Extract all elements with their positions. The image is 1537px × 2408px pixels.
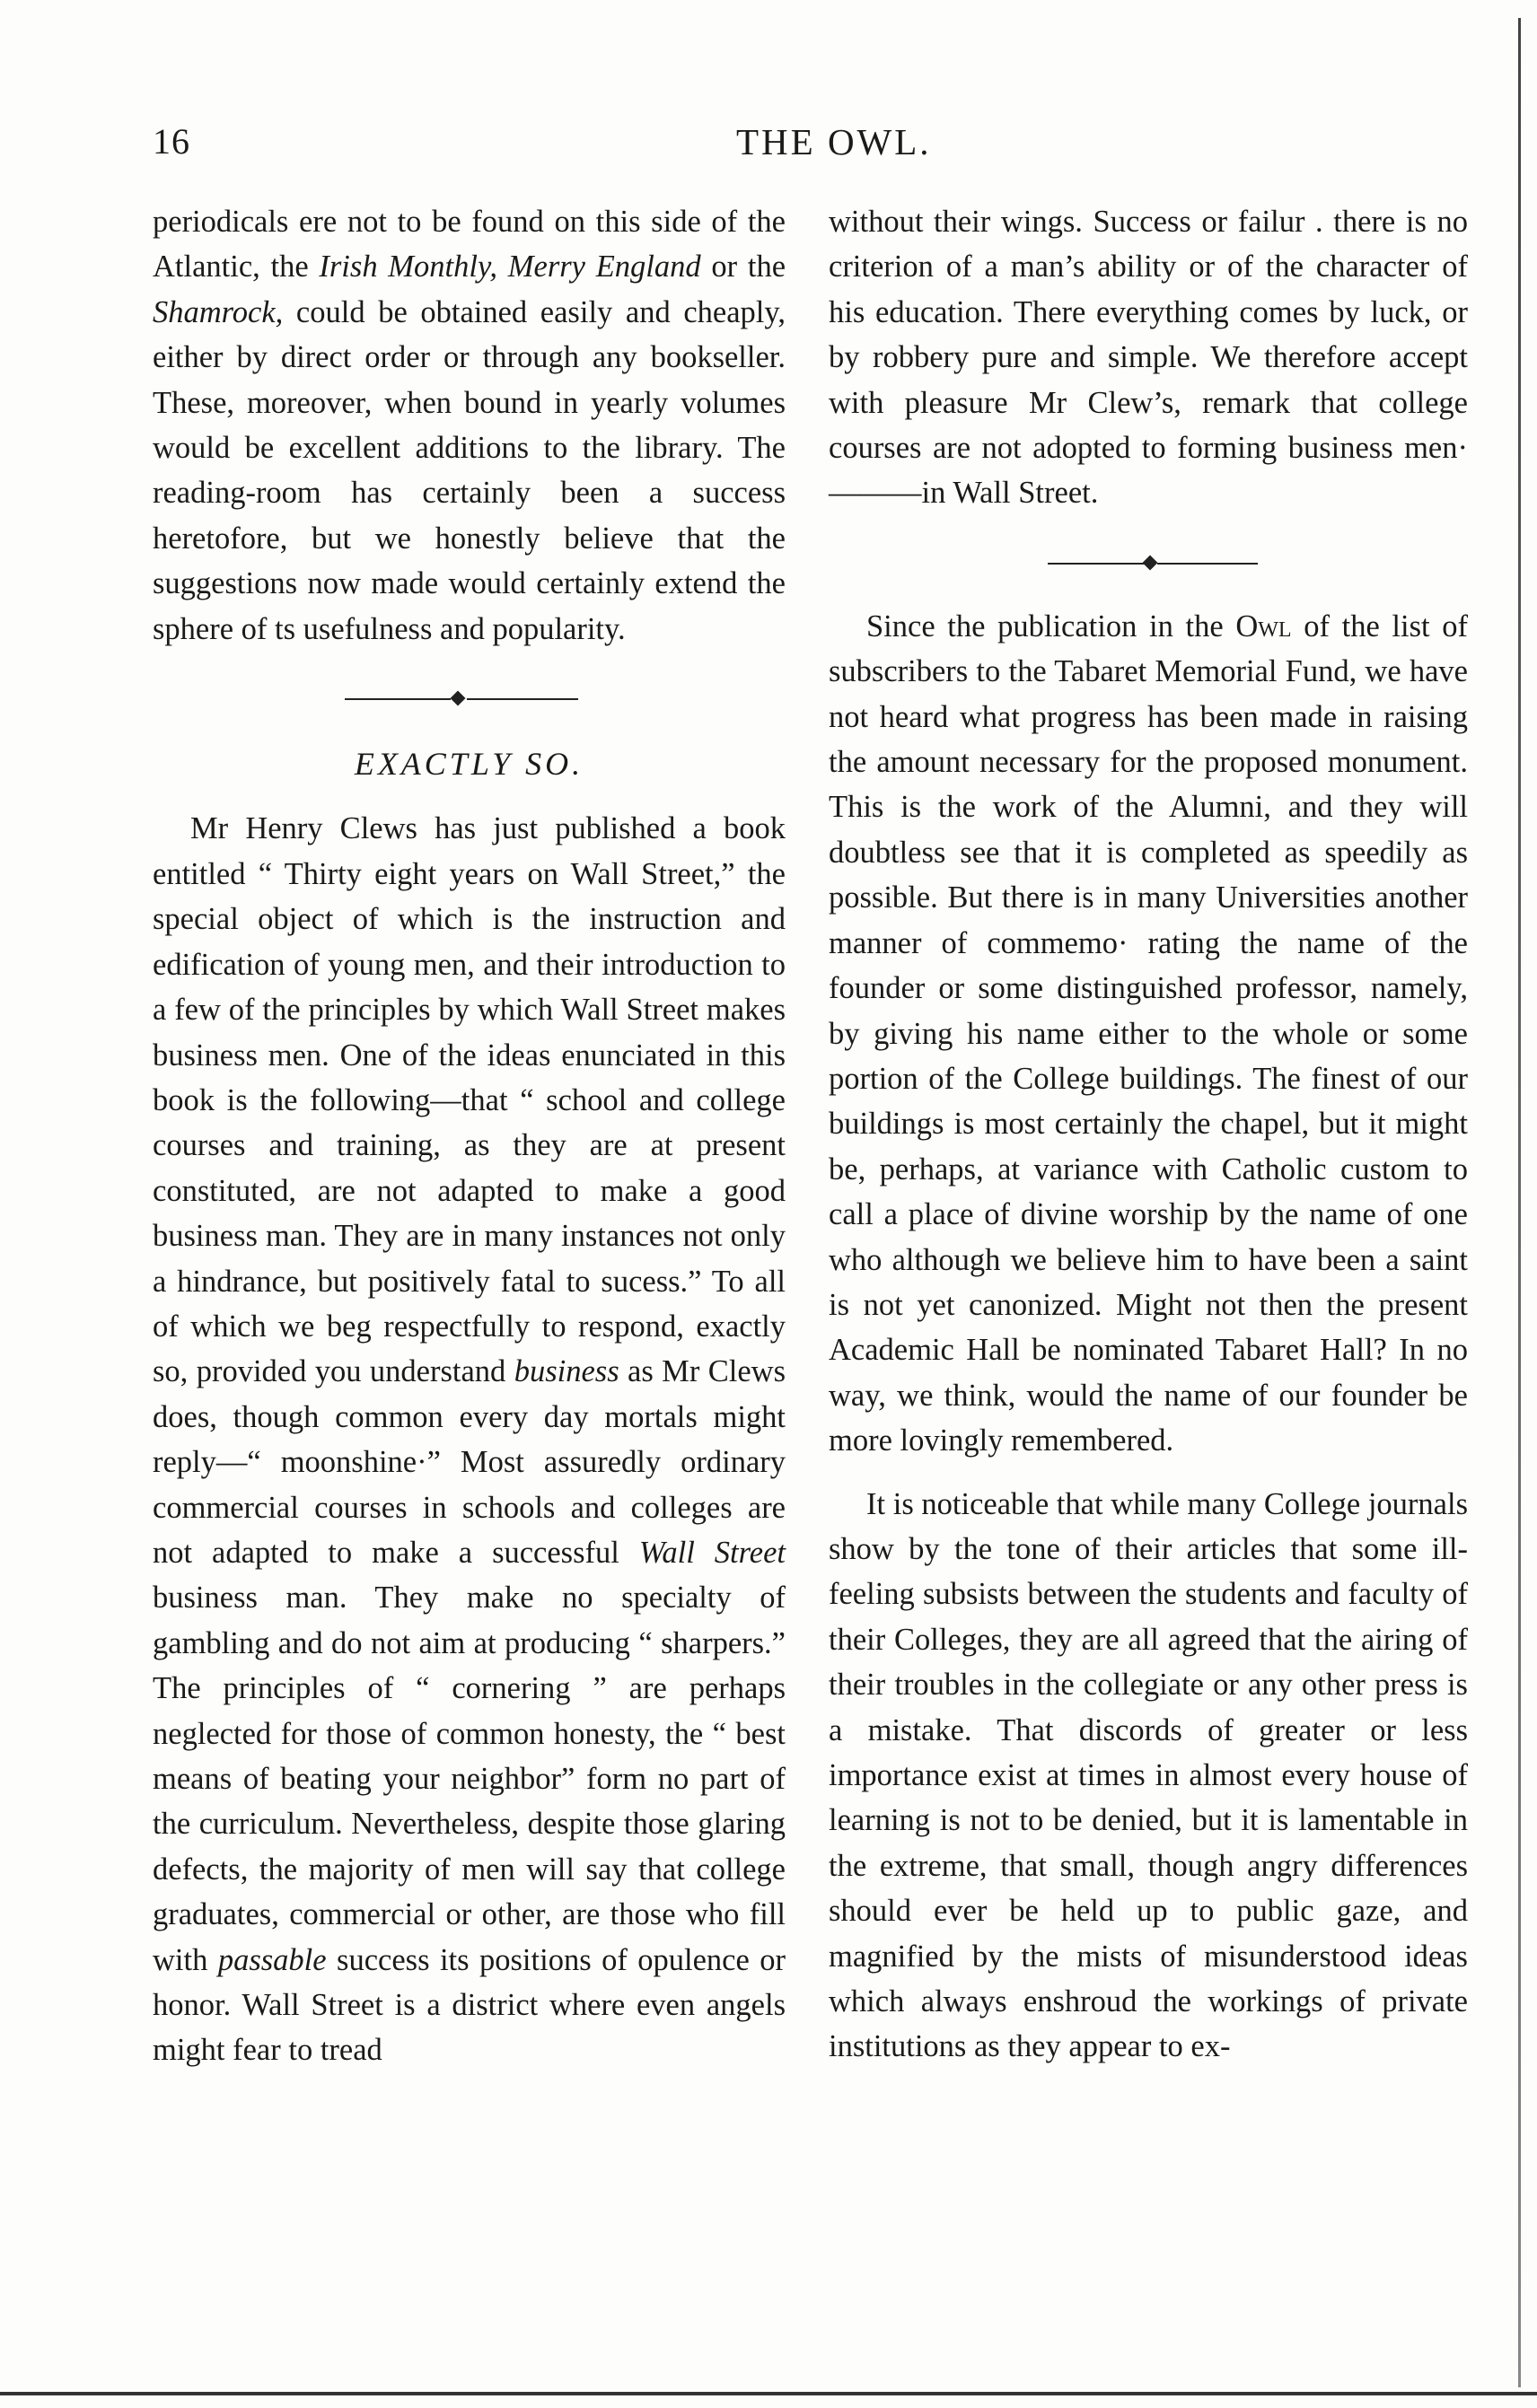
page-header: [153, 120, 1463, 174]
page-edge-bottom: [0, 2392, 1537, 2395]
page-number: 16: [153, 121, 190, 162]
college-journals-paragraph: It is noticeable that while many College journals show by the tone of their articles that some ill-feeling subsists between the students and faculty of their Colleges, they are all agreed that the airing of their troubles in the collegiate or any other press is a mistake. That discords of greater or less importance exist at times in almost every house of learning is not to be denied, but it is lamentable in the extreme, that small, though angry differences should ever be held up to public gaze, and magnified by the mists of misunderstood ideas which always enshroud the workings of private institutions as they appear to ex-: [829, 1486, 1468, 2064]
section-title: EXACTLY SO.: [354, 746, 584, 783]
reading-room-paragraph-end: periodicals ere not to be found on this side of the Atlantic, the Irish Monthly, Merry England or the Shamrock, could be obtained easily and cheaply, either by direct order or through any bookseller. These, moreover, when bound in yearly volumes would be excellent additions to the library. The reading-room has certainly been a success heretofore, but we honestly believe that the suggestions now made would certainly extend the sphere of ts usefulness and popularity.: [153, 205, 786, 646]
tabaret-paragraph: Since the publication in the Owl of the list of subscribers to the Tabaret Memorial Fund, we have not heard what progress has been made in raising the amount necessary for the proposed monument. This is the work of the Alumni, and they will doubtless see that it is completed as speedily as possible. But there is in many Universities another manner of commemo· rating the name of the founder or some distinguished professor, namely, by giving his name either to the whole or some portion of the College buildings. The finest of our buildings is most certainly the chapel, but it might be, perhaps, at variance with Catholic custom to call a place of divine worship by the name of one who although we believe him to have been a saint is not yet canonized. Might not then the present Academic Hall be nominated Tabaret Hall? In no way, we think, would the name of our founder be more lovingly remembered.: [829, 609, 1468, 1458]
section-divider-right: [829, 541, 1468, 586]
left-column: [153, 199, 786, 2073]
exactly-so-paragraph: Mr Henry Clews has just published a book entitled “ Thirty eight years on Wall Street,” the special object of which is the instruction and edification of young men, and their introduction to a few of the principles by which Wall Street makes business men. One of the ideas enunciated in this book is the following—that “ school and college courses and training, as they are at present constituted, are not adapted to make a good business man. They are in many instances not only a hindrance, but positively fatal to sucess.” To all of which we beg respectfully to respond, exactly so, provided you understand business as Mr Clews does, though common every day mortals might reply—“ moonshine·” Most assuredly ordinary commercial courses in schools and colleges are not adapted to make a successful Wall Street business man. They make no specialty of gambling and do not aim at producing “ sharpers.” The principles of “ cornering ” are perhaps neglected for those of common honesty, the “ best means of beating your neighbor” form no part of the curriculum. Nevertheless, despite those glaring defects, the majority of men will say that college graduates, commercial or other, are those who fill with passable success its positions of opulence or honor. Wall Street is a district where even angels might fear to tread: [153, 811, 786, 2068]
page-edge-right: [1518, 18, 1521, 2387]
right-column: [829, 199, 1468, 2070]
section-divider: [153, 677, 786, 722]
running-title: THE OWL.: [736, 121, 932, 162]
wall-street-paragraph-end: without their wings. Success or failur . there is no criterion of a man’s ability or of the character of his education. There everything comes by luck, or by robbery pure and simple. We therefore accept with pleasure Mr Clew’s, remark that college courses are not adopted to forming business men·———in Wall Street.: [829, 205, 1468, 511]
